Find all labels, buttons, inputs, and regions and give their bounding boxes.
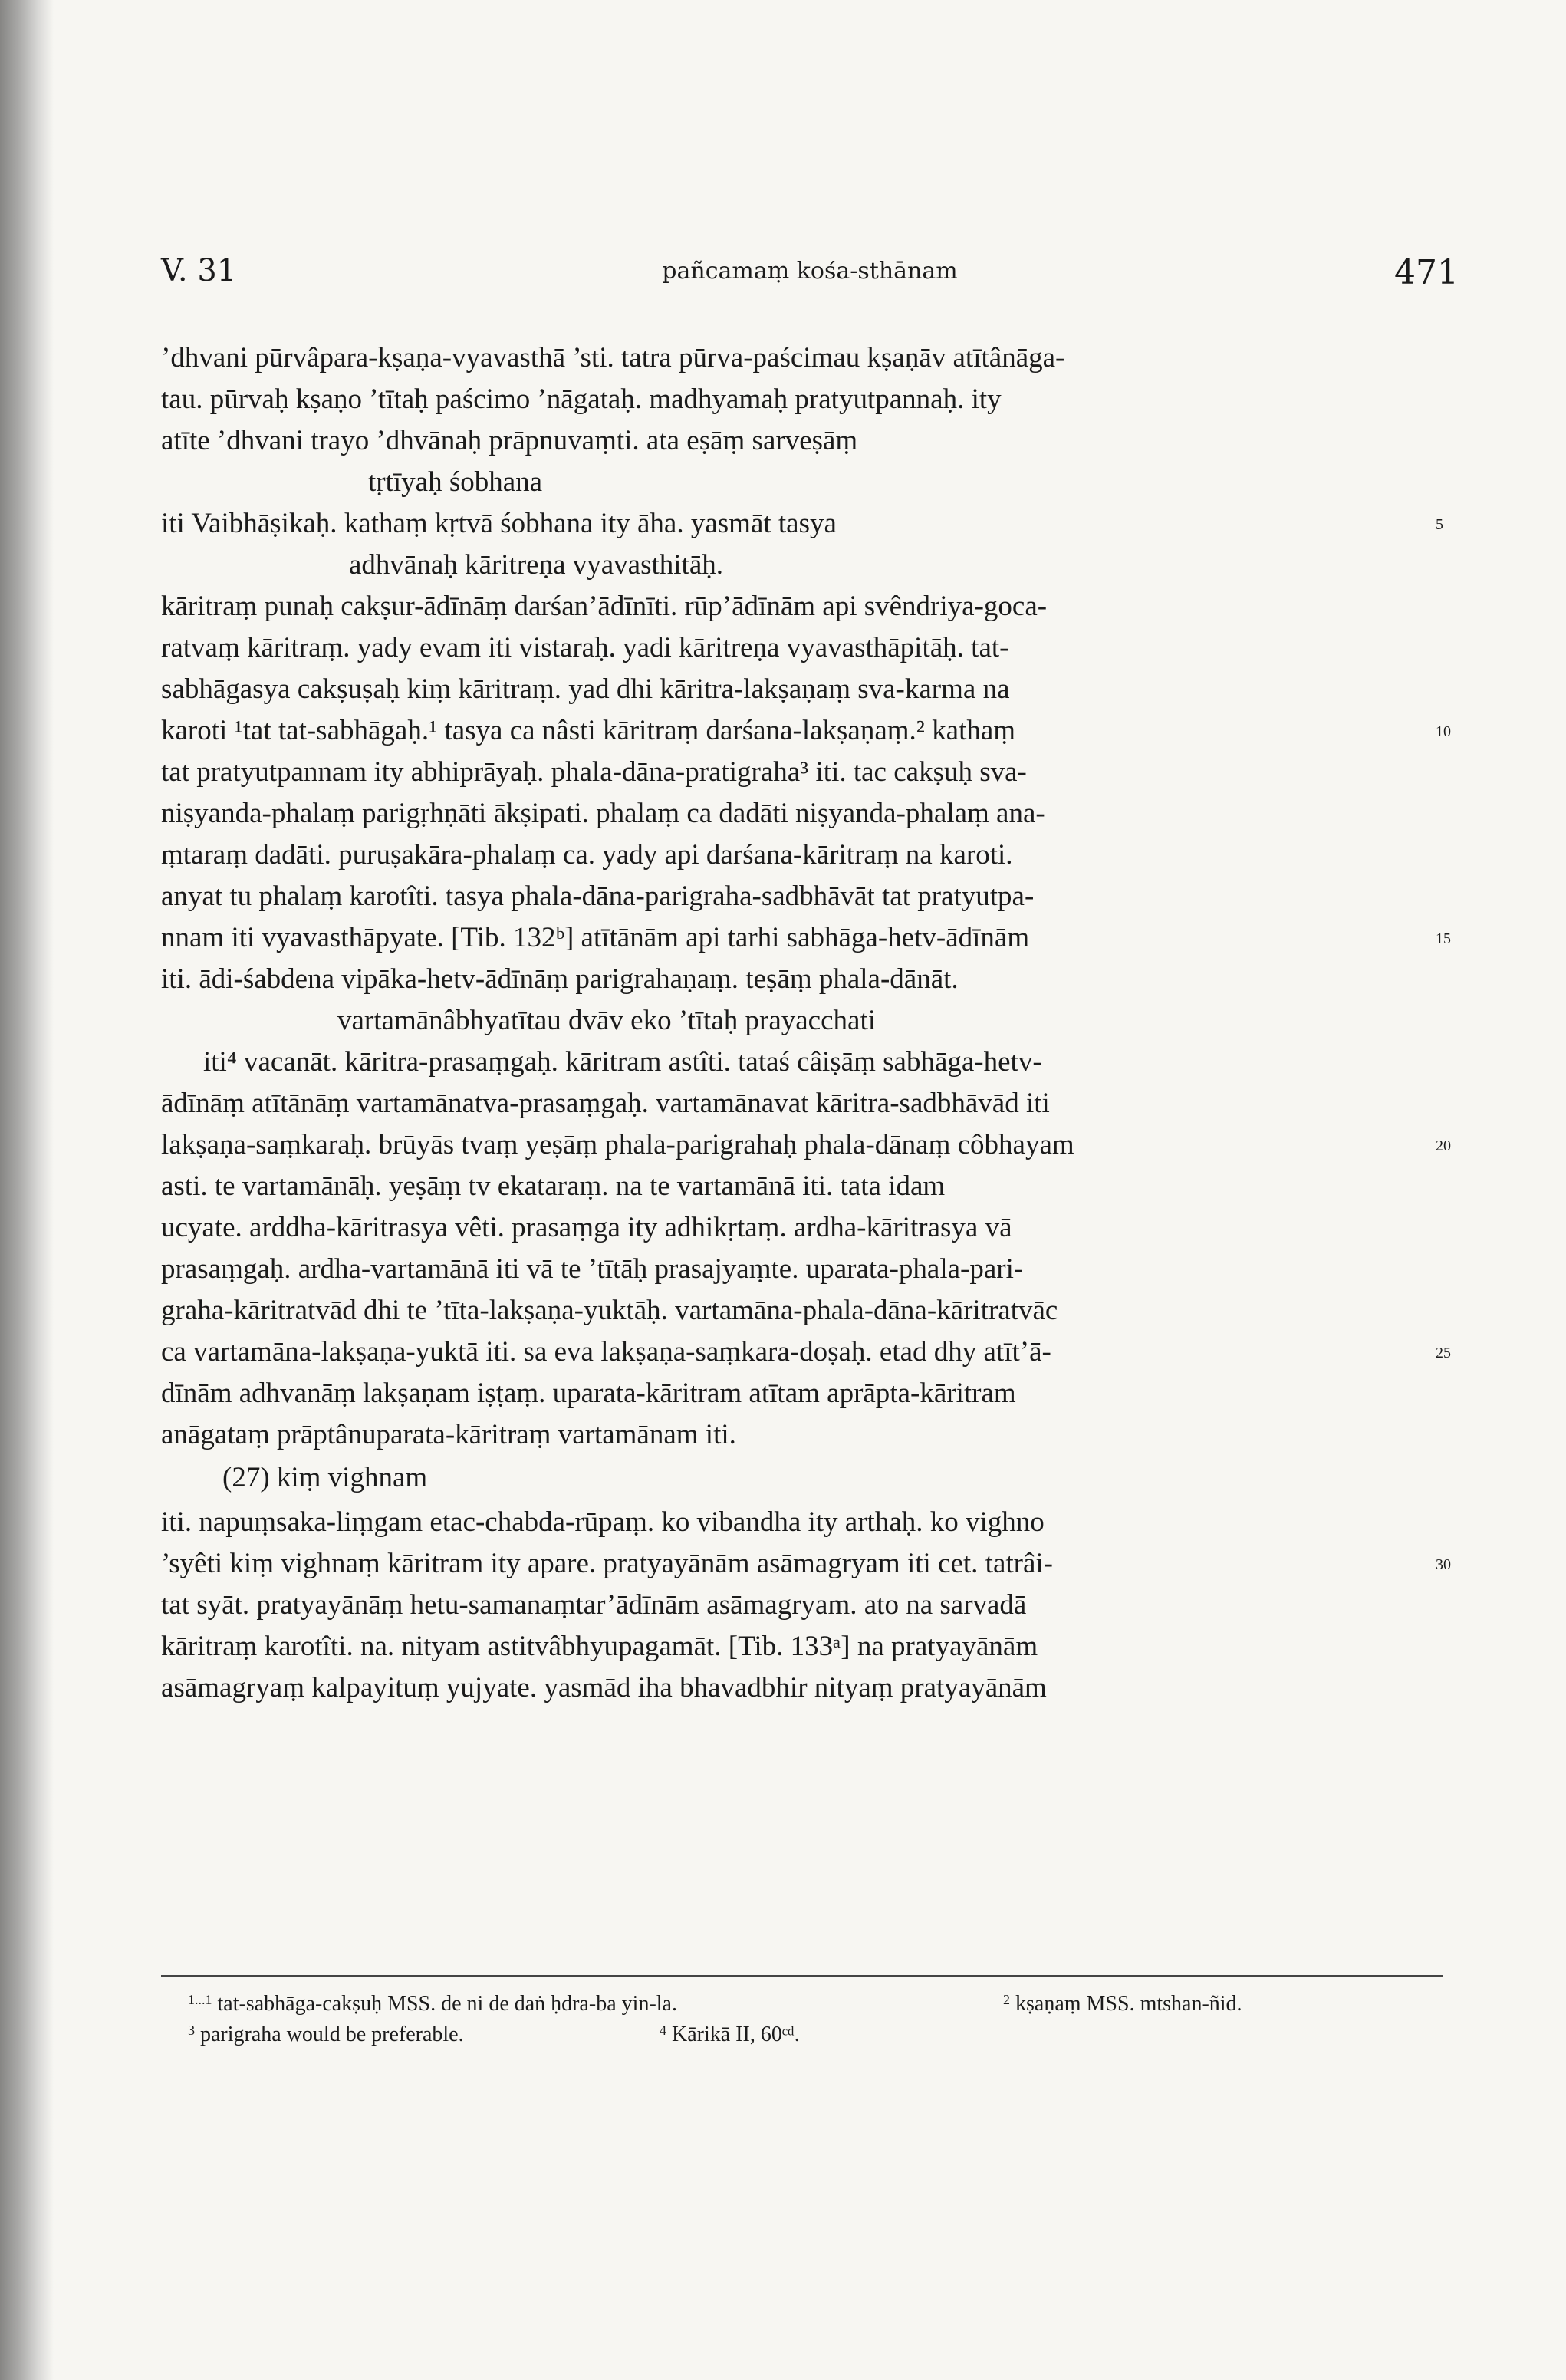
text-line: iti⁴ vacanāt. kāritra-prasaṃgaḥ. kāritram astîti. tataś câiṣāṃ sabhāga-hetv- <box>203 1046 1042 1078</box>
text-line: tat syāt. pratyayānāṃ hetu-samanaṃtar’ādīnām asāmagryam. ato na sarvadā <box>161 1589 1027 1621</box>
verse-line: vartamānâbhyatītau dvāv eko ’tītaḥ prayacchati <box>337 1005 877 1036</box>
text-line: tat pratyutpannam ity abhiprāyaḥ. phala-dāna-pratigraha³ iti. tac cakṣuḥ sva- <box>161 756 1027 788</box>
footnote-1 <box>188 1987 677 2017</box>
footnote-2-mark: 2 <box>1003 1992 1010 2007</box>
margin-line-number: 20 <box>1436 1137 1451 1154</box>
text-line: ca vartamāna-lakṣaṇa-yuktā iti. sa eva lakṣaṇa-saṃkara-doṣaḥ. etad dhy atīt’ā- <box>161 1336 1051 1368</box>
text-line: ādīnāṃ atītānāṃ vartamānatva-prasaṃgaḥ. vartamānavat kāritra-sadbhāvād iti <box>161 1088 1050 1119</box>
verse-line: (27) kiṃ vighnam <box>222 1462 428 1493</box>
margin-line-number: 10 <box>1436 723 1451 740</box>
verse-line: adhvānaḥ kāritreṇa vyavasthitāḥ. <box>349 549 723 581</box>
text-line: anyat tu phalaṃ karotîti. tasya phala-dāna-parigraha-sadbhāvāt tat pratyutpa- <box>161 881 1035 912</box>
page-number: 471 <box>1394 253 1459 292</box>
text-line: ṃtaraṃ dadāti. puruṣakāra-phalaṃ ca. yady api darśana-kāritraṃ na karoti. <box>161 839 1013 871</box>
section-number: V. 31 <box>161 253 237 288</box>
text-line: prasaṃgaḥ. ardha-vartamānā iti vā te ’tītāḥ prasajyaṃte. uparata-phala-pari- <box>161 1253 1024 1285</box>
text-line: ucyate. arddha-kāritrasya vêti. prasaṃga ity adhikṛtaṃ. ardha-kāritrasya vā <box>161 1212 1012 1243</box>
footnote-4-mark: 4 <box>660 2023 666 2038</box>
text-line: tau. pūrvaḥ kṣaṇo ’tītaḥ paścimo ’nāgataḥ. madhyamaḥ pratyutpannaḥ. ity <box>161 383 1002 415</box>
footnote-3-text: parigraha would be preferable. <box>200 2023 464 2046</box>
text-line: lakṣaṇa-saṃkaraḥ. brūyās tvaṃ yeṣāṃ phala-parigrahaḥ phala-dānaṃ côbhayam <box>161 1129 1074 1160</box>
text-line: kāritraṃ punaḥ cakṣur-ādīnāṃ darśan’ādīnīti. rūp’ādīnām api svêndriya-goca- <box>161 591 1048 622</box>
footnote-3 <box>188 2017 464 2048</box>
text-line: sabhāgasya cakṣuṣaḥ kiṃ kāritraṃ. yad dhi kāritra-lakṣaṇaṃ sva-karma na <box>161 673 1010 705</box>
text-line: iti. ādi-śabdena vipāka-hetv-ādīnāṃ parigrahaṇaṃ. teṣāṃ phala-dānāt. <box>161 963 959 995</box>
running-title: pañcamaṃ kośa-sthānam <box>662 258 958 285</box>
text-line: dīnām adhvanāṃ lakṣaṇam iṣṭaṃ. uparata-kāritram atītam aprāpta-kāritram <box>161 1378 1016 1409</box>
footnote-2-text: kṣaṇaṃ MSS. mtshan-ñid. <box>1015 1992 1242 2016</box>
margin-line-number: 30 <box>1436 1556 1451 1573</box>
margin-line-number: 15 <box>1436 930 1451 947</box>
text-line: asti. te vartamānāḥ. yeṣāṃ tv ekataraṃ. na te vartamānā iti. tata idam <box>161 1170 946 1202</box>
text-line: anāgataṃ prāptânuparata-kāritraṃ vartamānam iti. <box>161 1419 736 1450</box>
footnote-1-mark: 1...1 <box>188 1992 212 2007</box>
text-line: niṣyanda-phalaṃ parigṛhṇāti ākṣipati. phalaṃ ca dadāti niṣyanda-phalaṃ ana- <box>161 798 1045 829</box>
text-line: atīte ’dhvani trayo ’dhvānaḥ prāpnuvaṃti. ata eṣāṃ sarveṣāṃ <box>161 425 858 456</box>
text-line: ratvaṃ kāritraṃ. yady evam iti vistaraḥ. yadi kāritreṇa vyavasthāpitāḥ. tat- <box>161 632 1009 663</box>
text-line: ’syêti kiṃ vighnaṃ kāritram ity apare. pratyayānām asāmagryam iti cet. tatrâi- <box>161 1548 1054 1579</box>
text-line: karoti ¹tat tat-sabhāgaḥ.¹ tasya ca nâsti kāritraṃ darśana-lakṣaṇaṃ.² kathaṃ <box>161 715 1016 746</box>
text-line: iti Vaibhāṣikaḥ. kathaṃ kṛtvā śobhana ity āha. yasmāt tasya <box>161 508 837 539</box>
text-line: asāmagryaṃ kalpayituṃ yujyate. yasmād iha bhavadbhir nityaṃ pratyayānām <box>161 1672 1047 1704</box>
verse-line: tṛtīyaḥ śobhana <box>368 466 543 498</box>
text-line: nnam iti vyavasthāpyate. [Tib. 132ᵇ] atītānām api tarhi sabhāga-hetv-ādīnām <box>161 922 1030 953</box>
footnote-3-mark: 3 <box>188 2023 195 2038</box>
book-spine-shadow <box>0 0 54 2380</box>
footnote-2 <box>1003 1987 1242 2017</box>
footnote-rule <box>161 1975 1443 1977</box>
text-line: ’dhvani pūrvâpara-kṣaṇa-vyavasthā ’sti. tatra pūrva-paścimau kṣaṇāv atītânāga- <box>161 342 1065 374</box>
footnote-4-text: Kārikā II, 60ᶜᵈ. <box>672 2023 800 2046</box>
text-line: kāritraṃ karotîti. na. nityam astitvâbhyupagamāt. [Tib. 133ᵃ] na pratyayānām <box>161 1631 1038 1662</box>
text-line: iti. napuṃsaka-liṃgam etac-chabda-rūpaṃ. ko vibandha ity arthaḥ. ko vighno <box>161 1506 1045 1538</box>
footnote-4 <box>660 2017 800 2048</box>
running-header <box>161 253 1459 299</box>
footnote-1-text: tat-sabhāga-cakṣuḥ MSS. de ni de daṅ ḥdra-ba yin-la. <box>217 1992 677 2016</box>
margin-line-number: 5 <box>1436 516 1443 533</box>
text-line: graha-kāritratvād dhi te ’tīta-lakṣaṇa-yuktāḥ. vartamāna-phala-dāna-kāritratvāc <box>161 1295 1058 1326</box>
margin-line-number: 25 <box>1436 1345 1451 1361</box>
